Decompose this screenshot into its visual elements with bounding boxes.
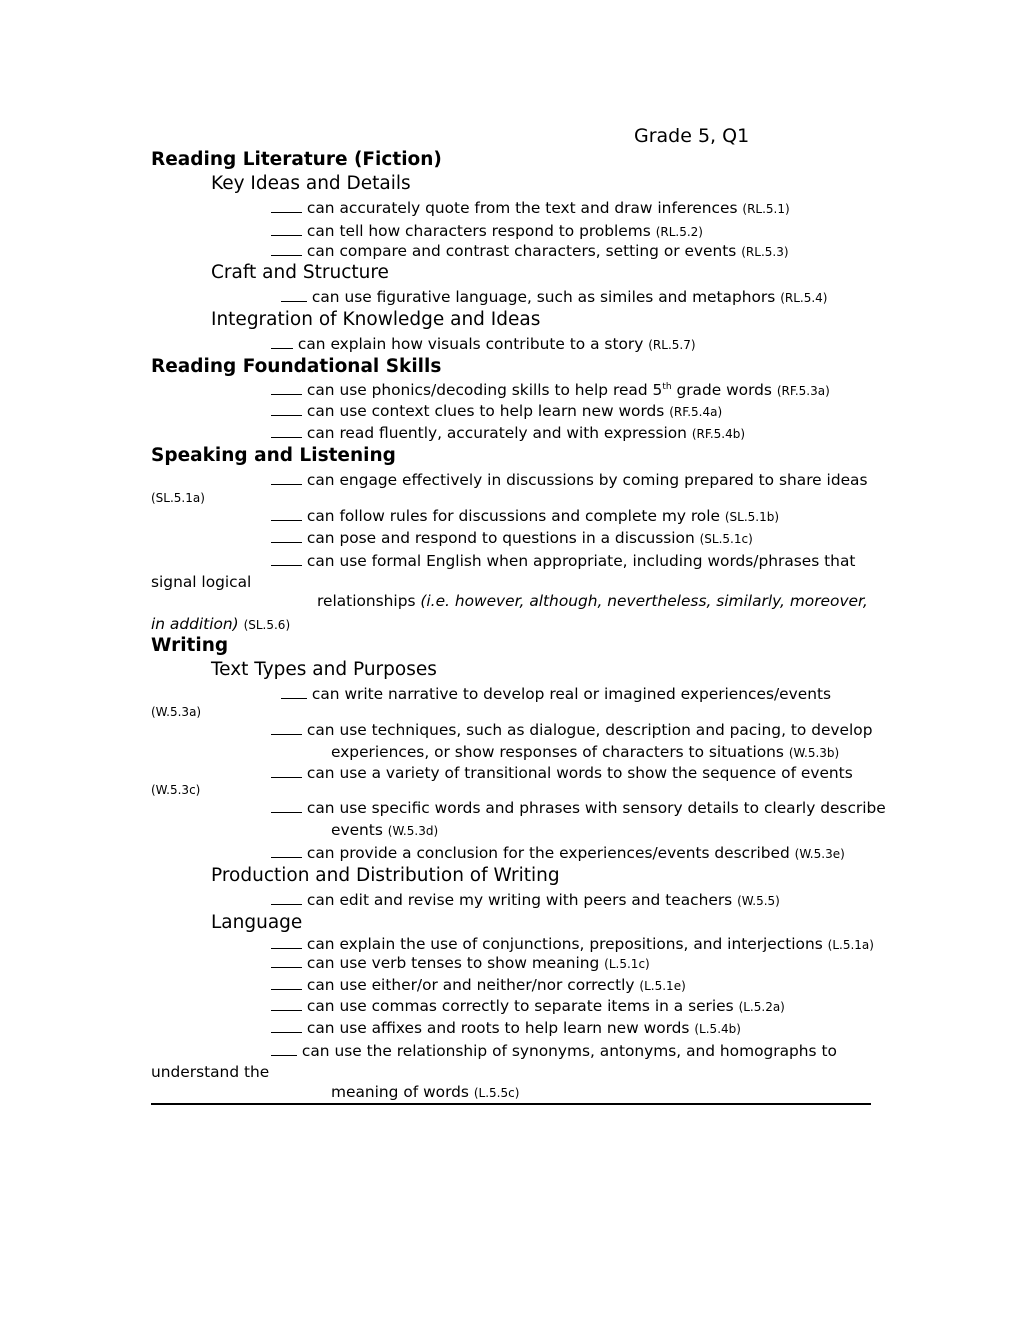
checkbox-blank[interactable] (271, 1009, 302, 1011)
checkbox-blank[interactable] (281, 300, 307, 302)
checkbox-blank[interactable] (271, 776, 302, 778)
checkbox-blank[interactable] (271, 393, 302, 395)
checkbox-blank[interactable] (271, 903, 302, 905)
checkbox-blank[interactable] (271, 436, 302, 438)
checklist-item: can use figurative language, such as similes and metaphors (RL.5.4) (281, 290, 827, 305)
checklist-item: can edit and revise my writing with peers and teachers (W.5.5) (271, 893, 780, 908)
checkbox-blank[interactable] (271, 988, 302, 990)
checklist-item: can engage effectively in discussions by coming prepared to share ideas (271, 473, 868, 488)
checklist-item: can use either/or and neither/nor correctly (L.5.1e) (271, 978, 686, 993)
checklist-item: can write narrative to develop real or imagined experiences/events (281, 687, 831, 702)
checklist-item: can tell how characters respond to problems (RL.5.2) (271, 224, 703, 239)
checklist-item: can follow rules for discussions and complete my role (SL.5.1b) (271, 509, 779, 524)
heading-speaking-listening: Speaking and Listening (151, 445, 396, 466)
checkbox-blank[interactable] (271, 519, 302, 521)
item-continuation: meaning of words (L.5.5c) (331, 1083, 520, 1101)
item-continuation: relationships (i.e. however, although, nevertheless, similarly, moreover, (317, 592, 868, 610)
checkbox-blank[interactable] (281, 697, 307, 699)
checklist-item: can use verb tenses to show meaning (L.5.1c) (271, 956, 650, 971)
checklist-item: can use the relationship of synonyms, antonyms, and homographs to (271, 1044, 837, 1059)
heading-writing: Writing (151, 635, 229, 656)
checklist-item: can use context clues to help learn new words (RF.5.4a) (271, 404, 722, 419)
checkbox-blank[interactable] (271, 347, 293, 349)
checklist-item: can use commas correctly to separate items in a series (L.5.2a) (271, 999, 785, 1014)
subheading-craft-structure: Craft and Structure (211, 262, 389, 283)
checkbox-blank[interactable] (271, 541, 302, 543)
checklist-item: can use a variety of transitional words to show the sequence of events (271, 766, 853, 781)
checkbox-blank[interactable] (271, 254, 302, 256)
checklist-item: can explain the use of conjunctions, prepositions, and interjections (L.5.1a) (271, 937, 874, 952)
checkbox-blank[interactable] (271, 966, 302, 968)
checkbox-blank[interactable] (271, 234, 302, 236)
heading-reading-literature: Reading Literature (Fiction) (151, 149, 442, 170)
subheading-key-ideas: Key Ideas and Details (211, 173, 411, 194)
checklist-item: can use formal English when appropriate, including words/phrases that (271, 554, 855, 569)
checkbox-blank[interactable] (271, 1054, 297, 1056)
checklist-item: can use phonics/decoding skills to help read 5th grade words (RF.5.3a) (271, 383, 830, 398)
checkbox-blank[interactable] (271, 811, 302, 813)
checkbox-blank[interactable] (271, 564, 302, 566)
checkbox-blank[interactable] (271, 483, 302, 485)
checklist-item: can compare and contrast characters, setting or events (RL.5.3) (271, 244, 789, 259)
item-continuation: in addition) (SL.5.6) (151, 615, 291, 633)
checklist-item: can explain how visuals contribute to a story (RL.5.7) (271, 337, 696, 352)
checkbox-blank[interactable] (271, 856, 302, 858)
checklist-item: can use affixes and roots to help learn new words (L.5.4b) (271, 1021, 741, 1036)
subheading-text-types: Text Types and Purposes (211, 659, 437, 680)
bottom-divider (151, 1103, 871, 1105)
checklist-item: can use techniques, such as dialogue, description and pacing, to develop (271, 723, 872, 738)
subheading-language: Language (211, 912, 303, 933)
standard-code: (SL.5.1a) (151, 491, 205, 505)
checkbox-blank[interactable] (271, 414, 302, 416)
standard-code: (W.5.3a) (151, 705, 202, 719)
grade-quarter-label: Grade 5, Q1 (634, 125, 750, 147)
checklist-item: can provide a conclusion for the experiences/events described (W.5.3e) (271, 846, 845, 861)
standard-code: (W.5.3c) (151, 783, 201, 797)
item-continuation: understand the (151, 1063, 270, 1081)
item-continuation: events (W.5.3d) (331, 821, 439, 839)
heading-foundational-skills: Reading Foundational Skills (151, 356, 442, 377)
subheading-production: Production and Distribution of Writing (211, 865, 560, 886)
checkbox-blank[interactable] (271, 947, 302, 949)
checkbox-blank[interactable] (271, 1031, 302, 1033)
item-continuation: signal logical (151, 573, 252, 591)
checklist-item: can read fluently, accurately and with expression (RF.5.4b) (271, 426, 745, 441)
item-continuation: experiences, or show responses of characters to situations (W.5.3b) (331, 743, 840, 761)
subheading-integration: Integration of Knowledge and Ideas (211, 309, 541, 330)
checklist-item: can use specific words and phrases with sensory details to clearly describe (271, 801, 886, 816)
checklist-item: can pose and respond to questions in a discussion (SL.5.1c) (271, 531, 753, 546)
checkbox-blank[interactable] (271, 733, 302, 735)
checklist-item: can accurately quote from the text and draw inferences (RL.5.1) (271, 201, 790, 216)
checkbox-blank[interactable] (271, 211, 302, 213)
